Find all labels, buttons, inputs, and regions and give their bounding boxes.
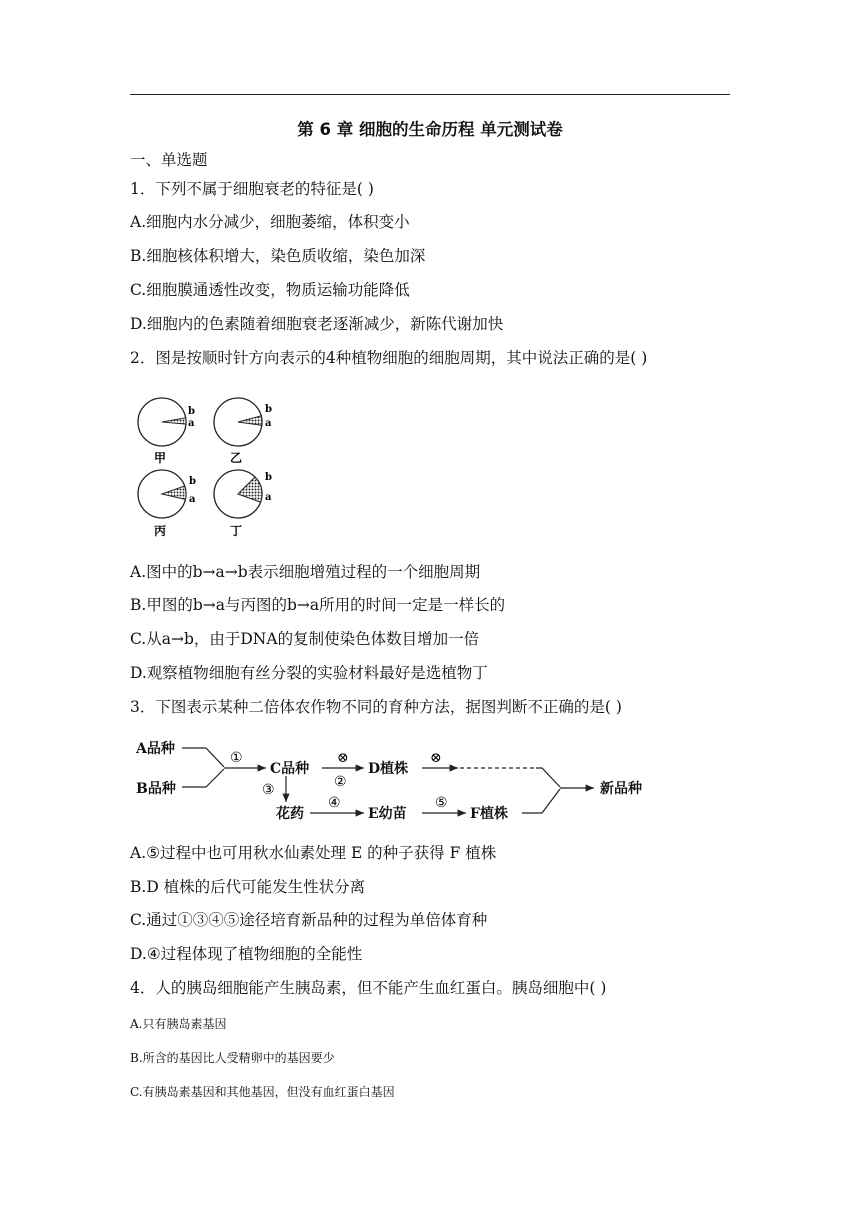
step3-label: ③ xyxy=(262,782,275,798)
step4-label: ④ xyxy=(328,795,341,811)
cell-yi-label: 乙 xyxy=(230,451,243,465)
q1-option-b: B.细胞核体积增大，染色质收缩，染色加深 xyxy=(130,247,426,265)
b-variety-label: B品种 xyxy=(136,781,176,797)
cell-bing xyxy=(138,470,196,538)
cell-jia-label: 甲 xyxy=(154,451,167,465)
cell-jia xyxy=(138,398,195,465)
cell-yi-mark-b: b xyxy=(265,404,272,415)
q4-option-c: C.有胰岛素基因和其他基因，但没有血红蛋白基因 xyxy=(130,1085,395,1099)
step2-label: ② xyxy=(334,774,347,790)
cell-ding xyxy=(214,470,272,538)
page-title: 第 6 章 细胞的生命历程 单元测试卷 xyxy=(297,120,563,139)
anther-label: 花药 xyxy=(276,806,304,822)
e-seedling-label: E幼苗 xyxy=(368,806,407,822)
q4-option-a: A.只有胰岛素基因 xyxy=(130,1017,227,1031)
q1-option-c: C.细胞膜通透性改变，物质运输功能降低 xyxy=(130,281,410,299)
q2-option-a: A.图中的b→a→b表示细胞增殖过程的一个细胞周期 xyxy=(130,563,481,581)
cell-ding-mark-b: b xyxy=(265,472,272,483)
q2-option-d: D.观察植物细胞有丝分裂的实验材料最好是选植物丁 xyxy=(130,664,488,682)
q4-option-b: B.所含的基因比人受精卵中的基因要少 xyxy=(130,1051,335,1065)
step1-label: ① xyxy=(230,750,243,766)
q1-option-a: A.细胞内水分减少，细胞萎缩，体积变小 xyxy=(130,213,410,231)
q2-option-b: B.甲图的b→a与丙图的b→a所用的时间一定是一样长的 xyxy=(130,596,506,614)
cell-ding-label: 丁 xyxy=(230,524,243,538)
cell-cycle-figure xyxy=(128,392,288,542)
new-variety-label: 新品种 xyxy=(600,781,642,797)
q2-stem: 2．图是按顺时针方向表示的4种植物细胞的细胞周期，其中说法正确的是( ) xyxy=(130,349,648,367)
breeding-diagram xyxy=(130,734,670,829)
cell-bing-label: 丙 xyxy=(154,524,167,538)
q1-stem: 1．下列不属于细胞衰老的特征是( ) xyxy=(130,180,374,198)
c-variety-label: C品种 xyxy=(270,761,310,777)
cell-jia-mark-b: b xyxy=(188,406,195,417)
d-plant-label: D植株 xyxy=(368,761,409,777)
cell-ding-mark-a: a xyxy=(265,492,272,503)
cell-jia-mark-a: a xyxy=(188,418,195,429)
q3-option-d: D.④过程体现了植物细胞的全能性 xyxy=(130,945,363,963)
q3-stem: 3．下图表示某种二倍体农作物不同的育种方法，据图判断不正确的是( ) xyxy=(130,698,622,716)
cell-yi-mark-a: a xyxy=(265,418,272,429)
q2-option-c: C.从a→b，由于DNA的复制使染色体数目增加一倍 xyxy=(130,630,480,648)
cell-bing-mark-b: b xyxy=(189,476,196,487)
cell-yi xyxy=(214,398,272,465)
q3-option-c: C.通过①③④⑤途径培育新品种的过程为单倍体育种 xyxy=(130,911,488,929)
selfing-symbol-1: ⊗ xyxy=(337,750,349,766)
cell-bing-mark-a: a xyxy=(189,494,196,505)
selfing-symbol-2: ⊗ xyxy=(430,750,442,766)
a-variety-label: A品种 xyxy=(136,741,175,757)
q1-option-d: D.细胞内的色素随着细胞衰老逐渐减少，新陈代谢加快 xyxy=(130,315,504,333)
q4-stem: 4．人的胰岛细胞能产生胰岛素，但不能产生血红蛋白。胰岛细胞中( ) xyxy=(130,979,607,997)
q3-option-a: A.⑤过程中也可用秋水仙素处理 E 的种子获得 F 植株 xyxy=(130,844,497,862)
f-plant-label: F植株 xyxy=(470,806,508,822)
section-heading: 一、单选题 xyxy=(130,151,208,169)
step5-label: ⑤ xyxy=(435,795,448,811)
q3-option-b: B.D 植株的后代可能发生性状分离 xyxy=(130,878,366,896)
header-rule xyxy=(130,94,730,95)
